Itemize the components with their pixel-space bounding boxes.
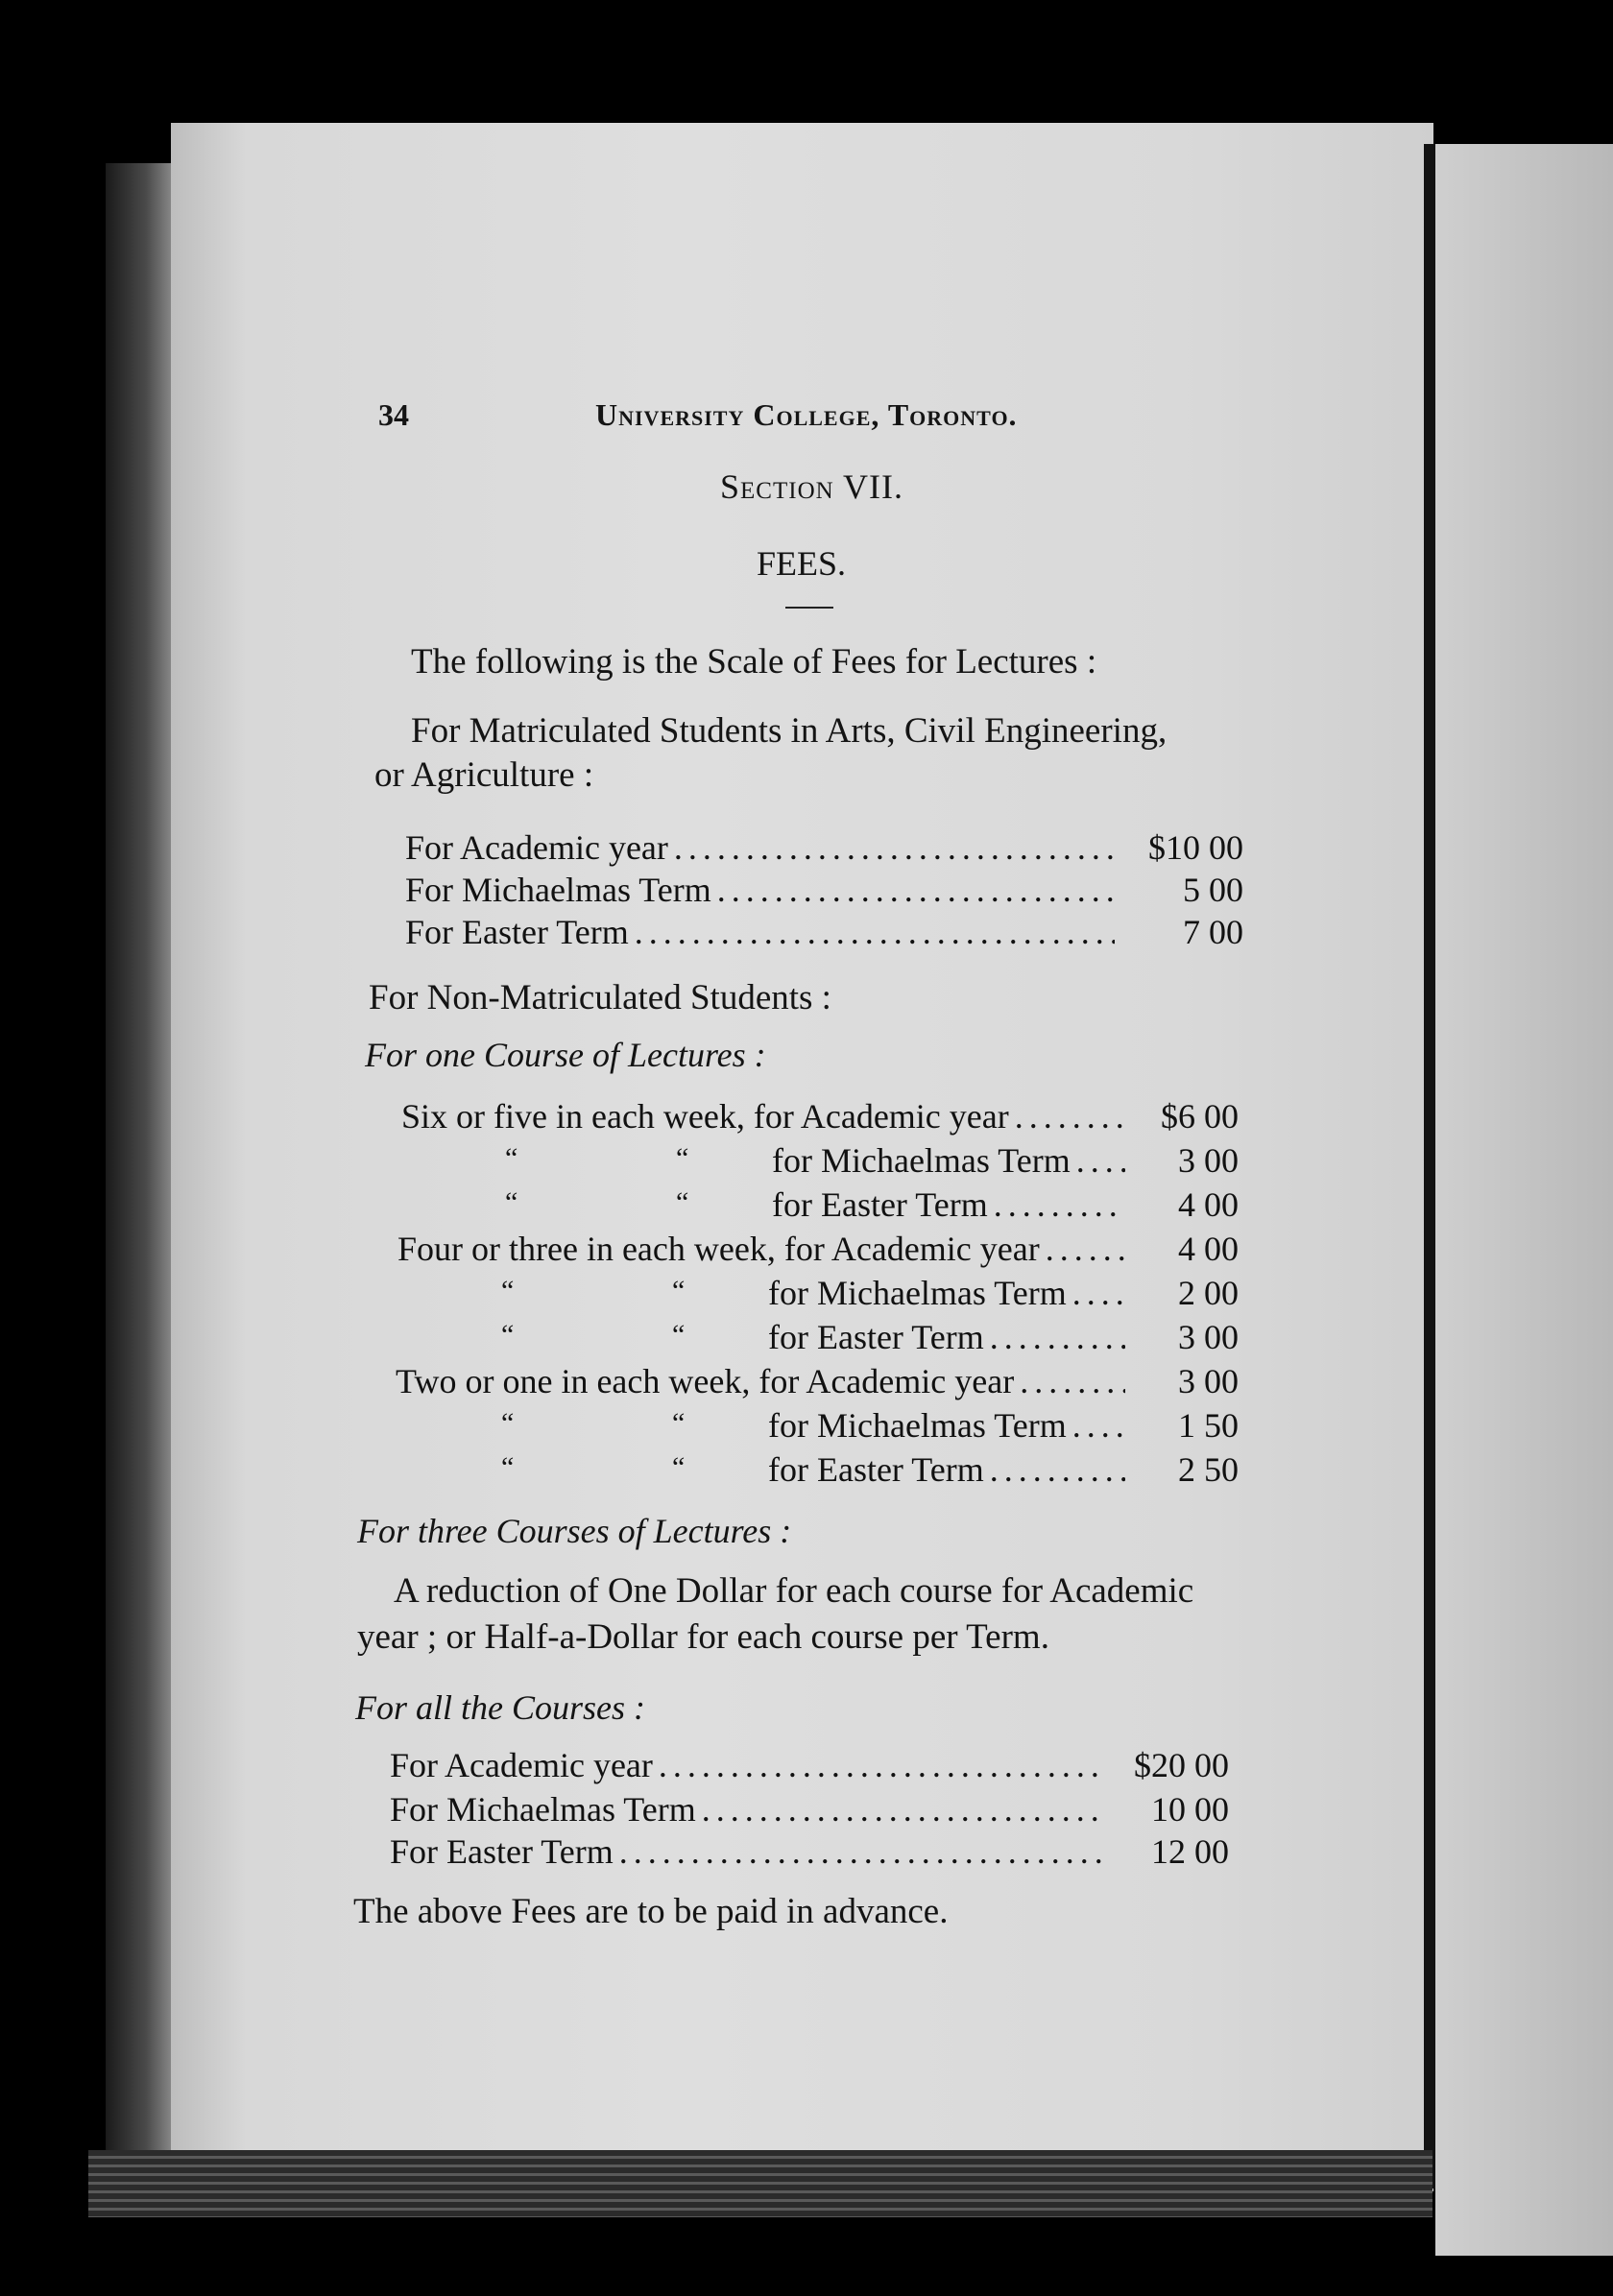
all-courses-row: For Easter Term ..... — [390, 1831, 1112, 1872]
three-courses-text-cont: year ; or Half-a-Dollar for each course per Term. — [357, 1617, 1049, 1657]
ditto-mark: “ — [676, 1142, 689, 1174]
left-page-edge — [106, 163, 173, 2193]
facing-page — [1435, 144, 1613, 2256]
section-heading: Section VII. — [720, 467, 903, 506]
course-amount: 3 00 — [1178, 1362, 1239, 1400]
title-rule — [785, 607, 833, 609]
course-row: for Easter Term ..... — [768, 1449, 1131, 1490]
course-row: for Easter Term ..... — [772, 1184, 1131, 1225]
course-amount: 3 00 — [1178, 1141, 1239, 1180]
course-row: Six or five in each week, for Academic year ..... — [401, 1096, 1136, 1136]
ditto-mark: “ — [672, 1451, 686, 1483]
matriculated-row: For Michaelmas Term ..... — [405, 870, 1120, 910]
matriculated-row: For Easter Term ..... — [405, 912, 1120, 952]
ditto-mark: “ — [676, 1186, 689, 1218]
course-amount: 4 00 — [1178, 1230, 1239, 1268]
matriculated-amount: $10 00 — [1148, 828, 1243, 867]
course-amount: 2 50 — [1178, 1450, 1239, 1489]
all-courses-amount: 12 00 — [1151, 1832, 1229, 1871]
ditto-mark: “ — [501, 1319, 515, 1351]
matriculated-row: For Academic year ..... — [405, 827, 1120, 868]
all-courses-amount: 10 00 — [1151, 1790, 1229, 1829]
ditto-mark: “ — [501, 1407, 515, 1439]
course-amount: 2 00 — [1178, 1274, 1239, 1312]
matriculated-amount: 7 00 — [1183, 913, 1243, 951]
course-amount: $6 00 — [1161, 1097, 1239, 1136]
one-course-heading: For one Course of Lectures : — [365, 1036, 766, 1074]
all-courses-heading: For all the Courses : — [355, 1688, 645, 1727]
course-row: Two or one in each week, for Academic year ..... — [396, 1361, 1131, 1401]
matriculated-heading-cont: or Agriculture : — [374, 755, 594, 795]
matriculated-heading: For Matriculated Students in Arts, Civil Engineering, — [411, 711, 1168, 751]
all-courses-row: For Academic year ..... — [390, 1745, 1112, 1785]
course-row: for Michaelmas Term ..... — [768, 1273, 1131, 1313]
matriculated-amount: 5 00 — [1183, 871, 1243, 909]
course-amount: 4 00 — [1178, 1185, 1239, 1224]
ditto-mark: “ — [672, 1407, 686, 1439]
page-title: FEES. — [757, 544, 847, 583]
course-amount: 1 50 — [1178, 1406, 1239, 1445]
book-gutter — [1424, 144, 1435, 2188]
all-courses-row: For Michaelmas Term ..... — [390, 1789, 1112, 1830]
ditto-mark: “ — [672, 1319, 686, 1351]
ditto-mark: “ — [501, 1451, 515, 1483]
ditto-mark: “ — [672, 1275, 686, 1306]
ditto-mark: “ — [501, 1275, 515, 1306]
three-courses-text: A reduction of One Dollar for each course for Academic — [394, 1571, 1194, 1611]
course-row: Four or three in each week, for Academic year ..... — [397, 1229, 1131, 1269]
ditto-mark: “ — [505, 1142, 518, 1174]
running-title: University College, Toronto. — [595, 397, 1018, 432]
non-matriculated-heading: For Non-Matriculated Students : — [369, 978, 831, 1017]
course-amount: 3 00 — [1178, 1318, 1239, 1356]
course-row: for Easter Term ..... — [768, 1317, 1131, 1357]
intro-text: The following is the Scale of Fees for Lectures : — [411, 642, 1097, 682]
all-courses-amount: $20 00 — [1134, 1746, 1229, 1784]
ditto-mark: “ — [505, 1186, 518, 1218]
page-number: 34 — [378, 397, 409, 432]
course-row: for Michaelmas Term ..... — [772, 1140, 1131, 1181]
page-stack-bottom — [88, 2150, 1432, 2217]
footer-note: The above Fees are to be paid in advance. — [353, 1892, 949, 1931]
course-row: for Michaelmas Term ..... — [768, 1405, 1131, 1446]
three-courses-heading: For three Courses of Lectures : — [357, 1512, 792, 1550]
